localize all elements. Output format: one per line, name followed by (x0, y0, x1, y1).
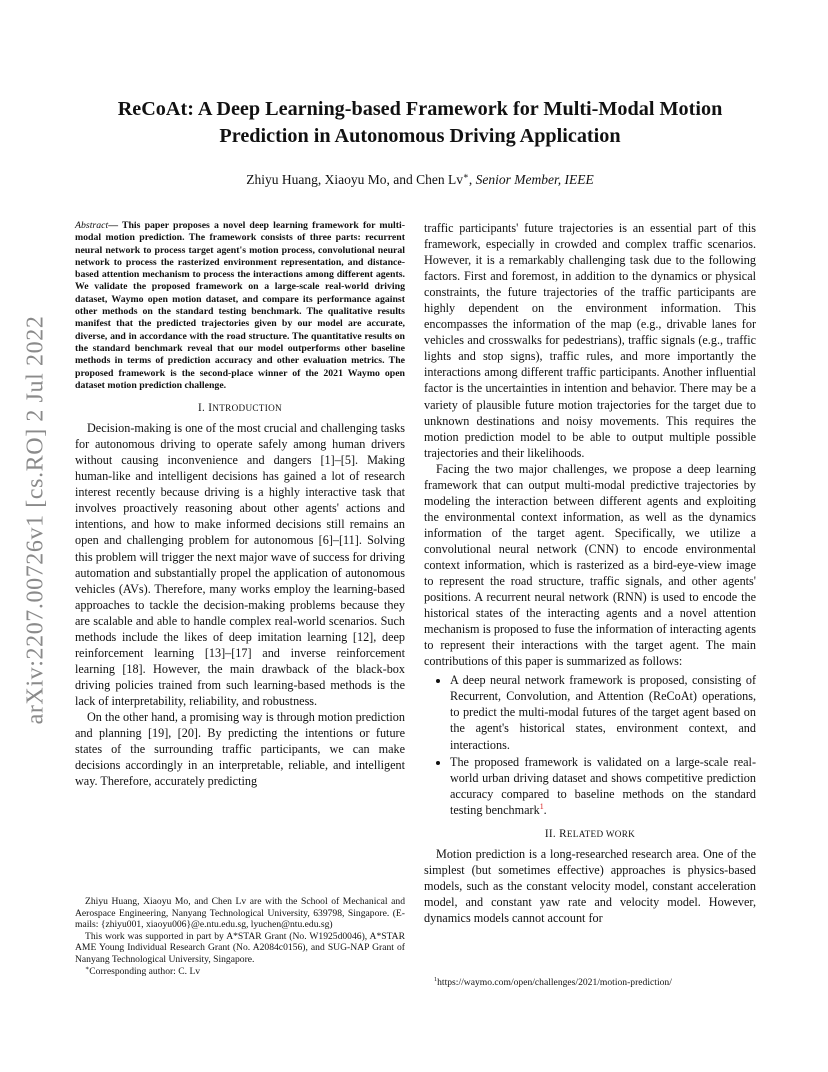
footnote-url[interactable]: https://waymo.com/open/challenges/2021/motion-prediction/ (437, 977, 672, 988)
list-item-end: . (543, 802, 547, 817)
intro-body-right (424, 220, 756, 818)
section-heading-related-work (424, 828, 756, 840)
list-item: • A deep neural network framework is proposed, consisting of Recurrent, Convolution, and Attention (ReCoAt) operations, to predict the multi-modal futures of the target agent based on the agent's historical states, environment context, and interactions. (450, 672, 756, 752)
intro-body-left (75, 420, 405, 789)
footnote-affiliation: Zhiyu Huang, Xiaoyu Mo, and Chen Lv are with the School of Mechanical and Aerospace Engineering, Nanyang Technological University, 639798, Singapore. (E-mails: {zhiyu001, xiaoyu006}@e.ntu.edu.sg, lyuchen@ntu.edu.sg) (75, 896, 405, 931)
paper-title (70, 96, 770, 150)
footnote-corresponding (75, 966, 405, 978)
arxiv-stamp (6, 300, 66, 740)
abstract-text: This paper proposes a novel deep learning framework for multi-modal motion prediction. The framework consists of three parts: recurrent neural network to process target agent's motion process, convolutional neural network to process the rasterized environment representation, and distance-based attention mechanism to process the interactions among different agents. We validate the proposed framework on a large-scale real-world driving dataset, Waymo open motion dataset, and compare its performance against other methods on the standard testing benchmark. The qualitative results manifest that the predicted trajectories given by our model are accurate, diverse, and in accordance with the road structure. The quantitative results on the standard benchmark reveal that our model outperforms other baseline methods in terms of prediction accuracy and other evaluation metrics. The proposed framework is the second-place winner of the 2021 Waymo open dataset motion prediction challenge. (75, 220, 405, 391)
title-line-2: Prediction in Autonomous Driving Application (219, 125, 621, 147)
footnotes-left (75, 896, 405, 977)
section-numeral: I. (198, 402, 209, 415)
section-initial: R (559, 827, 567, 840)
footnote-corresponding-text: Corresponding author: C. Lv (89, 965, 201, 977)
author-star: ∗ (462, 170, 469, 181)
author-membership: Senior Member, IEEE (475, 172, 594, 187)
section-initial: I (208, 402, 213, 415)
section-heading-introduction (75, 402, 405, 414)
paragraph: Decision-making is one of the most crucial and challenging tasks for autonomous driving to operate safely among human drivers without causing inconvenience and dangers [1]–[5]. Making human-like and intelligent decisions has gained a lot of research interest recently because driving is a highly interactive task that involves proactively reasoning about other agents' actions and intentions, and how to make informed decisions still remains an open and challenging problem for autonomous [6]–[11]. Solving this problem will trigger the next major wave of success for driving automation and substantially propel the application of autonomous vehicles (AVs). Therefore, many works employ the learning-based approaches to tackle the decision-making problems because they are scalable and able to handle complex real-world scenarios. Such methods include the likes of deep imitation learning [12], deep reinforcement learning [13]–[17] and inverse reinforcement learning [18]. However, the main drawback of the black-box driving policies trained from such learning-based methods is the lack of interpretability, reliability, and robustness. (75, 421, 405, 708)
abstract-dash: — (108, 220, 122, 231)
abstract (75, 220, 405, 392)
author-sep: , (468, 172, 476, 187)
author-names: Zhiyu Huang, Xiaoyu Mo, and Chen Lv (246, 172, 463, 187)
right-column (424, 220, 756, 926)
section-numeral: II. (544, 827, 560, 840)
footnote-mark: 1 (434, 975, 438, 983)
footnote-funding: This work was supported in part by A*STAR Grant (No. W1925d0046), A*STAR AME Young Individual Research Grant (No. A2084c0156), and SUG-NAP Grant of Nanyang Technological University, Singapore. (75, 930, 405, 965)
paragraph: On the other hand, a promising way is through motion prediction and planning [19], [20]. By predicting the intentions or future states of the surrounding traffic participants, we can make decisions accordingly in an interpretable, reliable, and intelligent way. Therefore, accurately predicting (75, 710, 405, 789)
footnote-right (424, 977, 756, 989)
arxiv-stamp-text: arXiv:2207.00726v1 [cs.RO] 2 Jul 2022 (22, 315, 49, 725)
section-smallcaps: ELATED (566, 828, 606, 839)
left-column (75, 220, 405, 789)
paragraph: Motion prediction is a long-researched research area. One of the simplest (but sometimes effective) approaches is physics-based models, such as the constant velocity model, constant acceleration model, and constant yaw rate and velocity model. However, dynamics models cannot account for (424, 846, 756, 925)
paragraph: traffic participants' future trajectories is an essential part of this framework, especially in crowded and complex traffic scenarios. However, it is a remarkably challenging task due to the following factors. First and foremost, in addition to the dynamics or physical constraints, the future trajectories of the traffic participants are highly dependent on the environment information. This encompasses the information of the map (e.g., drivable lanes for vehicles and crosswalks for pedestrians), traffic signals (e.g., traffic lights and stop signs), traffic rules, and more importantly the interactions among different traffic participants. Another influential factor is the uncertainties in intention and behavior. There may be a variety of plausible future motion trajectories for the target due to unknown destinations and noisy movements. This requires the motion prediction model to be able to output multiple possible trajectories and their likelihoods. (424, 221, 756, 460)
paragraph: Facing the two major challenges, we propose a deep learning framework that can output multi-modal predictive trajectories by modeling the interaction between different agents and exploiting the environmental context information, as well as the dynamics information of the target agent. Specifically, we utilize a convolutional neural network (CNN) to encode environmental context information, which is rasterized as a bird-eye-view image to represent the road structure, traffic signals, and other agents' positions. A recurrent neural network (RNN) is used to encode the historical states of the interacting agents and a novel attention mechanism is proposed to fuse the information of interacting agents to represent their interactions with the target agent. The main contributions of this paper is summarized as follows: (424, 461, 756, 669)
title-line-1: ReCoAt: A Deep Learning-based Framework for Multi-Modal Motion (117, 98, 723, 120)
section-smallcaps: WORK (605, 828, 636, 839)
contributions-list (424, 672, 756, 817)
author-line (70, 172, 770, 188)
footnote-star: ∗ (85, 964, 90, 972)
list-item (450, 754, 756, 818)
footnote-url-line (424, 977, 756, 989)
abstract-lead: Abstract (75, 220, 109, 231)
footnote-link[interactable]: 1 (539, 801, 544, 811)
list-item-text: The proposed framework is validated on a large-scale real-world urban driving dataset and shows competitive prediction accuracy compared to baseline methods on the standard testing benchmark (450, 754, 756, 817)
section-smallcaps: NTRODUCTION (212, 403, 282, 414)
related-work-body (424, 846, 756, 926)
